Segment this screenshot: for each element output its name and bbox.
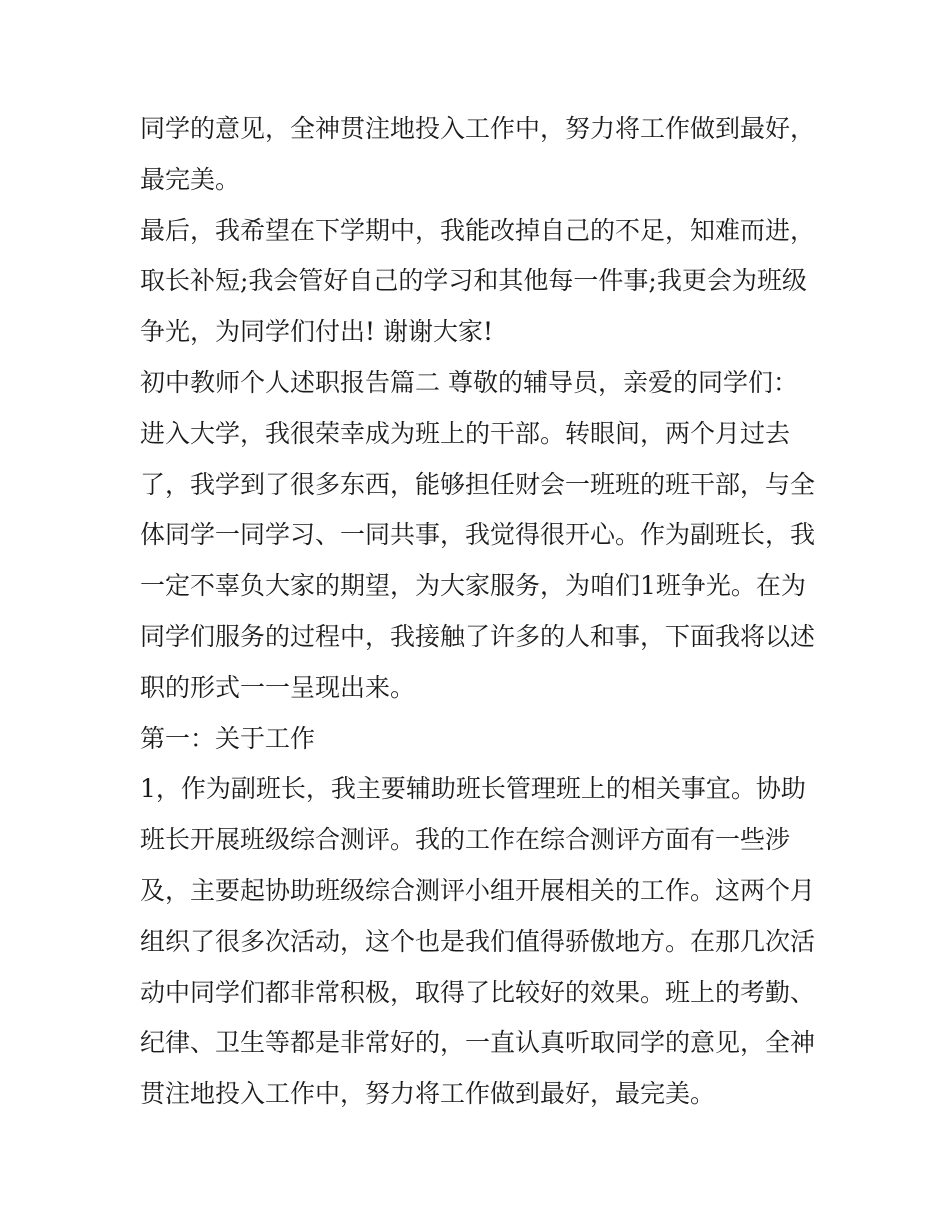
text-line: 一定不辜负大家的期望，为大家服务，为咱们1班争光。在为 (140, 571, 806, 601)
subheading-line: 第一：关于工作 (140, 723, 316, 753)
section-heading-line: 初中教师个人述职报告篇二 尊敬的辅导员，亲爱的同学们： (140, 367, 798, 397)
document-body (140, 104, 820, 1120)
text-line: 纪律、卫生等都是非常好的，一直认真听取同学的意见，全神 (140, 1028, 816, 1058)
text-line: 职的形式一一呈现出来。 (140, 672, 416, 702)
text-line: 1，作为副班长，我主要辅助班长管理班上的相关事宜。协助 (140, 774, 806, 804)
text-line: 班长开展班级综合测评。我的工作在综合测评方面有一些涉 (140, 825, 791, 855)
text-line: 及，主要起协助班级综合测评小组开展相关的工作。这两个月 (140, 875, 816, 905)
text-line: 同学们服务的过程中，我接触了许多的人和事，下面我将以述 (140, 621, 816, 651)
text-line: 贯注地投入工作中，努力将工作做到最好，最完美。 (140, 1079, 716, 1109)
text-line: 最后，我希望在下学期中，我能改掉自己的不足，知难而进， (140, 215, 816, 245)
text-line: 争光，为同学们付出! 谢谢大家! (140, 317, 494, 347)
text-line: 取长补短;我会管好自己的学习和其他每一件事;我更会为班级 (140, 266, 807, 296)
text-line: 体同学一同学习、一同共事，我觉得很开心。作为副班长，我 (140, 520, 816, 550)
text-line: 了，我学到了很多东西，能够担任财会一班班的班干部，与全 (140, 469, 816, 499)
text-line: 动中同学们都非常积极，取得了比较好的效果。班上的考勤、 (140, 977, 816, 1007)
text-line: 组织了很多次活动，这个也是我们值得骄傲地方。在那几次活 (140, 926, 816, 956)
text-line: 同学的意见，全神贯注地投入工作中，努力将工作做到最好， (140, 114, 816, 143)
text-line: 进入大学，我很荣幸成为班上的干部。转眼间，两个月过去 (140, 418, 791, 448)
text-line: 最完美。 (140, 164, 241, 194)
